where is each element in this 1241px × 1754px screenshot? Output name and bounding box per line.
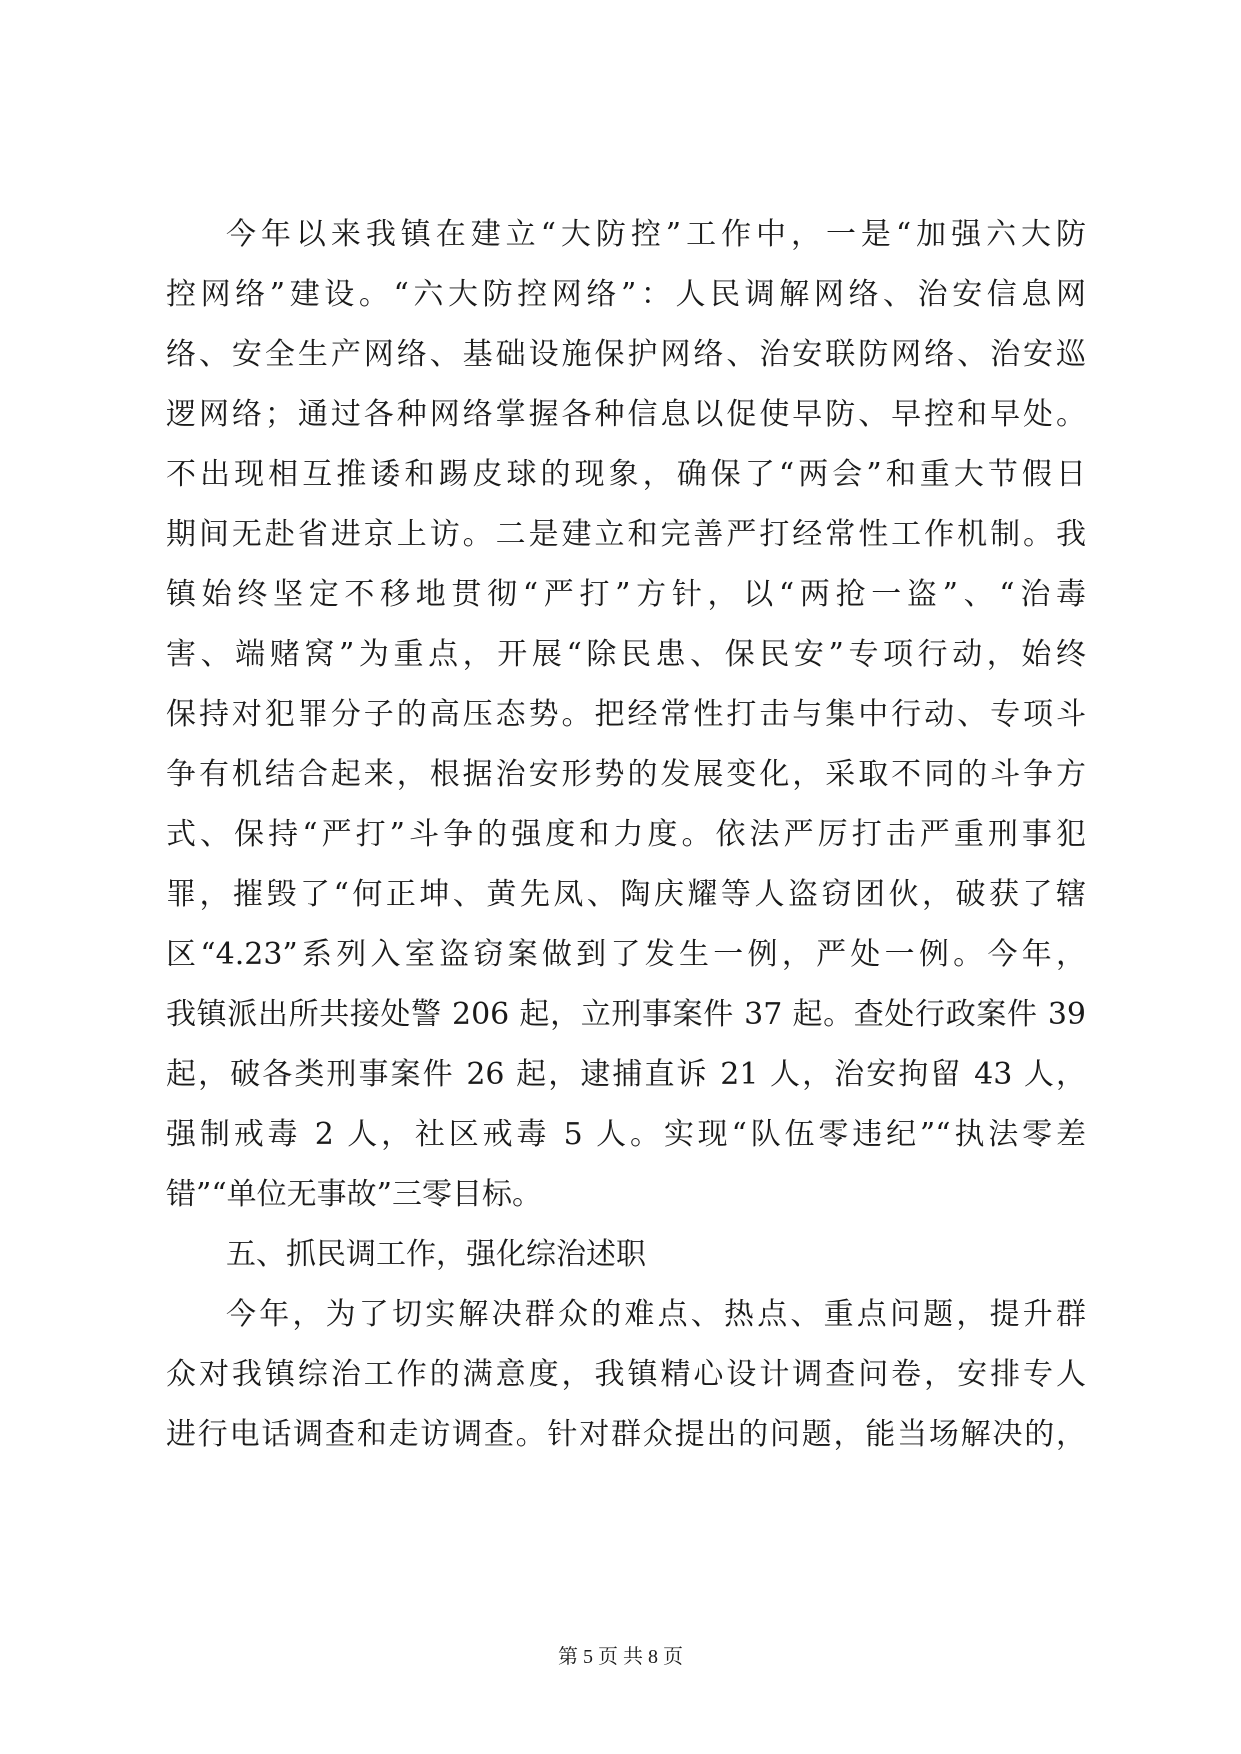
- text-line: 镇始终坚定不移地贯彻“严打”方针，以“两抢一盗”、“治毒: [166, 577, 1086, 612]
- text-line: 逻网络；通过各种网络掌握各种信息以促使早防、早控和早处。: [166, 397, 1086, 432]
- section-heading: 五、抓民调工作，强化综治述职: [226, 1237, 646, 1272]
- text-line: 区“4.23”系列入室盗窃案做到了发生一例，严处一例。今年，: [166, 937, 1086, 972]
- text-line: 众对我镇综治工作的满意度，我镇精心设计调查问卷，安排专人: [166, 1357, 1086, 1392]
- text-line: 保持对犯罪分子的高压态势。把经常性打击与集中行动、专项斗: [166, 697, 1086, 732]
- text-line: 害、端赌窝”为重点，开展“除民患、保民安”专项行动，始终: [166, 637, 1086, 672]
- text-line: 控网络”建设。“六大防控网络”：人民调解网络、治安信息网: [166, 277, 1086, 312]
- text-line: 错”“单位无事故”三零目标。: [166, 1177, 543, 1212]
- text-line: 我镇派出所共接处警 206 起，立刑事案件 37 起。查处行政案件 39: [166, 997, 1086, 1032]
- text-line: 今年，为了切实解决群众的难点、热点、重点问题，提升群: [226, 1297, 1086, 1332]
- text-line: 期间无赴省进京上访。二是建立和完善严打经常性工作机制。我: [166, 517, 1086, 552]
- text-line: 起，破各类刑事案件 26 起，逮捕直诉 21 人，治安拘留 43 人，: [166, 1057, 1086, 1092]
- text-line: 不出现相互推诿和踢皮球的现象，确保了“两会”和重大节假日: [166, 457, 1086, 492]
- document-body: [166, 205, 1086, 1465]
- text-line: 争有机结合起来，根据治安形势的发展变化，采取不同的斗争方: [166, 757, 1086, 792]
- text-line: 今年以来我镇在建立“大防控”工作中，一是“加强六大防: [226, 217, 1086, 252]
- text-line: 进行电话调查和走访调查。针对群众提出的问题，能当场解决的，: [166, 1417, 1086, 1452]
- text-line: 强制戒毒 2 人，社区戒毒 5 人。实现“队伍零违纪”“执法零差: [166, 1117, 1086, 1152]
- text-line: 式、保持“严打”斗争的强度和力度。依法严厉打击严重刑事犯: [166, 817, 1086, 852]
- text-line: 络、安全生产网络、基础设施保护网络、治安联防网络、治安巡: [166, 337, 1086, 372]
- text-line: 罪，摧毁了“何正坤、黄先凤、陶庆耀等人盗窃团伙，破获了辖: [166, 877, 1086, 912]
- page-number-footer: 第 5 页 共 8 页: [558, 1646, 683, 1668]
